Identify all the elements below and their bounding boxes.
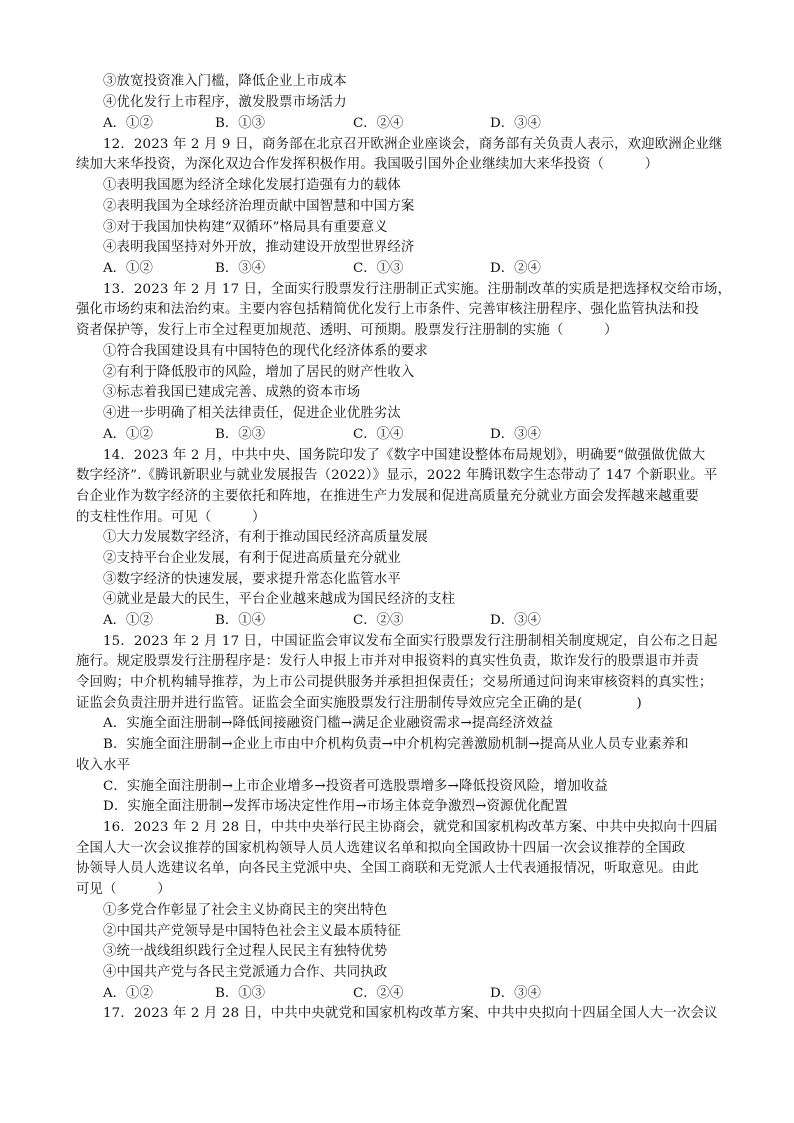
text-line: C．实施全面注册制→上市企业增多→投资者可选股票增多→降低投资风险，增加收益 xyxy=(103,779,608,794)
text-line: 证监会负责注册并进行监管。证监会全面实施股票发行注册制传导效应完全正确的是( ) xyxy=(76,696,642,711)
text-line: ①大力发展数字经济，有利于推动国民经济高质量发展 xyxy=(103,530,428,545)
answer-option: A．①② xyxy=(103,986,153,1001)
text-line: ④中国共产党与各民主党派通力合作、共同执政 xyxy=(103,965,388,980)
text-line: ②支持平台企业发展，有利于促进高质量充分就业 xyxy=(103,551,401,566)
text-line: 强化市场约束和法治约束。主要内容包括精简优化发行上市条件、完善审核注册程序、强化监管执法和投 xyxy=(76,302,699,317)
answer-option: C．①③ xyxy=(353,261,404,276)
answer-option: B．③④ xyxy=(215,261,266,276)
text-line: 可见（ ） xyxy=(76,882,171,897)
text-line: ④表明我国坚持对外开放，推动建设开放型世界经济 xyxy=(103,240,415,255)
text-line: 15．2023 年 2 月 17 日，中国证监会审议发布全面实行股票发行注册制相关制度规定，自公布之日起 xyxy=(103,634,718,649)
text-line: ③数字经济的快速发展，要求提升常态化监管水平 xyxy=(103,572,401,587)
text-line: 全国人大一次会议推荐的国家机构领导人员人选建议名单和拟向全国政协十四届一次会议推荐的全国政 xyxy=(76,841,686,856)
text-line: ③对于我国加快构建“双循环”格局具有重要意义 xyxy=(103,220,388,235)
text-line: 令回购；中介机构辅导推荐，为上市公司提供服务并承担担保责任；交易所通过问询来审核资料的真实性； xyxy=(76,675,713,690)
text-line: 台企业作为数字经济的主要依托和阵地，在推进生产力发展和促进高质量充分就业方面会发挥越来越重要 xyxy=(76,489,699,504)
answer-option: C．①④ xyxy=(353,427,404,442)
answer-option: C．②④ xyxy=(353,116,404,131)
answer-option: A．①② xyxy=(103,613,153,628)
answer-option: A．①② xyxy=(103,427,153,442)
answer-option: B．①④ xyxy=(215,613,266,628)
text-line: D．实施全面注册制→发挥市场决定性作用→市场主体竞争激烈→资源优化配置 xyxy=(103,799,568,814)
text-line: 12．2023 年 2 月 9 日，商务部在北京召开欧洲企业座谈会，商务部有关负责人表示，欢迎欧洲企业继 xyxy=(103,137,723,152)
text-line: ①表明我国愿为经济全球化发展打造强有力的载体 xyxy=(103,178,401,193)
answer-option: D．③④ xyxy=(490,986,541,1001)
answer-option: B．①③ xyxy=(215,116,266,131)
text-line: ③标志着我国已建成完善、成熟的资本市场 xyxy=(103,385,361,400)
answer-option: D．②④ xyxy=(490,261,541,276)
answer-option: D．③④ xyxy=(490,427,541,442)
text-line: ②表明我国为全球经济治理贡献中国智慧和中国方案 xyxy=(103,199,415,214)
text-line: 协领导人员人选建议名单，向各民主党派中央、全国工商联和无党派人士代表通报情况，听取意见。由此 xyxy=(76,861,699,876)
text-line: 资者保护等，发行上市全过程更加规范、透明、可预期。股票发行注册制的实施（ ） xyxy=(76,323,618,338)
text-line: 的支柱性作用。可见（ ） xyxy=(76,510,266,525)
answer-option: D．③④ xyxy=(490,116,541,131)
text-line: 16．2023 年 2 月 28 日，中共中央举行民主协商会，就党和国家机构改革方案、中共中央拟向十四届 xyxy=(103,820,718,835)
answer-option: B．②③ xyxy=(215,427,266,442)
text-line: A．实施全面注册制→降低间接融资门槛→满足企业融资需求→提高经济效益 xyxy=(103,716,554,731)
text-line: 数字经济”.《腾讯新职业与就业发展报告（2022）》显示，2022 年腾讯数字生态带动了 147 个新职业。平 xyxy=(76,468,718,483)
text-line: 施行。规定股票发行注册程序是：发行人申报上市并对申报资料的真实性负责，欺诈发行的股票退市并责 xyxy=(76,654,699,669)
text-line: 收入水平 xyxy=(76,758,131,773)
text-line: 续加大来华投资，为深化双边合作发挥积极作用。我国吸引国外企业继续加大来华投资（ ） xyxy=(76,157,659,172)
text-line: B．实施全面注册制→企业上市由中介机构负责→中介机构完善激励机制→提高从业人员专业素养和 xyxy=(103,737,689,752)
text-line: ①符合我国建设具有中国特色的现代化经济体系的要求 xyxy=(103,344,428,359)
answer-option: A．①② xyxy=(103,116,153,131)
text-line: ③统一战线组织践行全过程人民民主有独特优势 xyxy=(103,944,388,959)
text-line: ④进一步明确了相关法律责任，促进企业优胜劣汰 xyxy=(103,406,401,421)
text-line: ④优化发行上市程序，激发股票市场活力 xyxy=(103,95,347,110)
text-line: ①多党合作彰显了社会主义协商民主的突出特色 xyxy=(103,903,388,918)
answer-option: D．③④ xyxy=(490,613,541,628)
text-line: ②中国共产党领导是中国特色社会主义最本质特征 xyxy=(103,924,401,939)
answer-option: C．②④ xyxy=(353,986,404,1001)
text-line: 14．2023 年 2 月，中共中央、国务院印发了《数字中国建设整体布局规划》，明确要“做强做优做大 xyxy=(103,448,706,463)
text-line: ③放宽投资准入门槛，降低企业上市成本 xyxy=(103,74,347,89)
answer-option: C．②③ xyxy=(353,613,404,628)
text-line: ④就业是最大的民生，平台企业越来越成为国民经济的支柱 xyxy=(103,592,456,607)
text-line: ②有利于降低股市的风险，增加了居民的财产性收入 xyxy=(103,365,415,380)
answer-option: A．①② xyxy=(103,261,153,276)
text-line: 17．2023 年 2 月 28 日，中共中央就党和国家机构改革方案、中共中央拟向十四届全国人大一次会议 xyxy=(103,1006,718,1021)
answer-option: B．①③ xyxy=(215,986,266,1001)
text-line: 13．2023 年 2 月 17 日，全面实行股票发行注册制正式实施。注册制改革的实质是把选择权交给市场， xyxy=(103,282,732,297)
